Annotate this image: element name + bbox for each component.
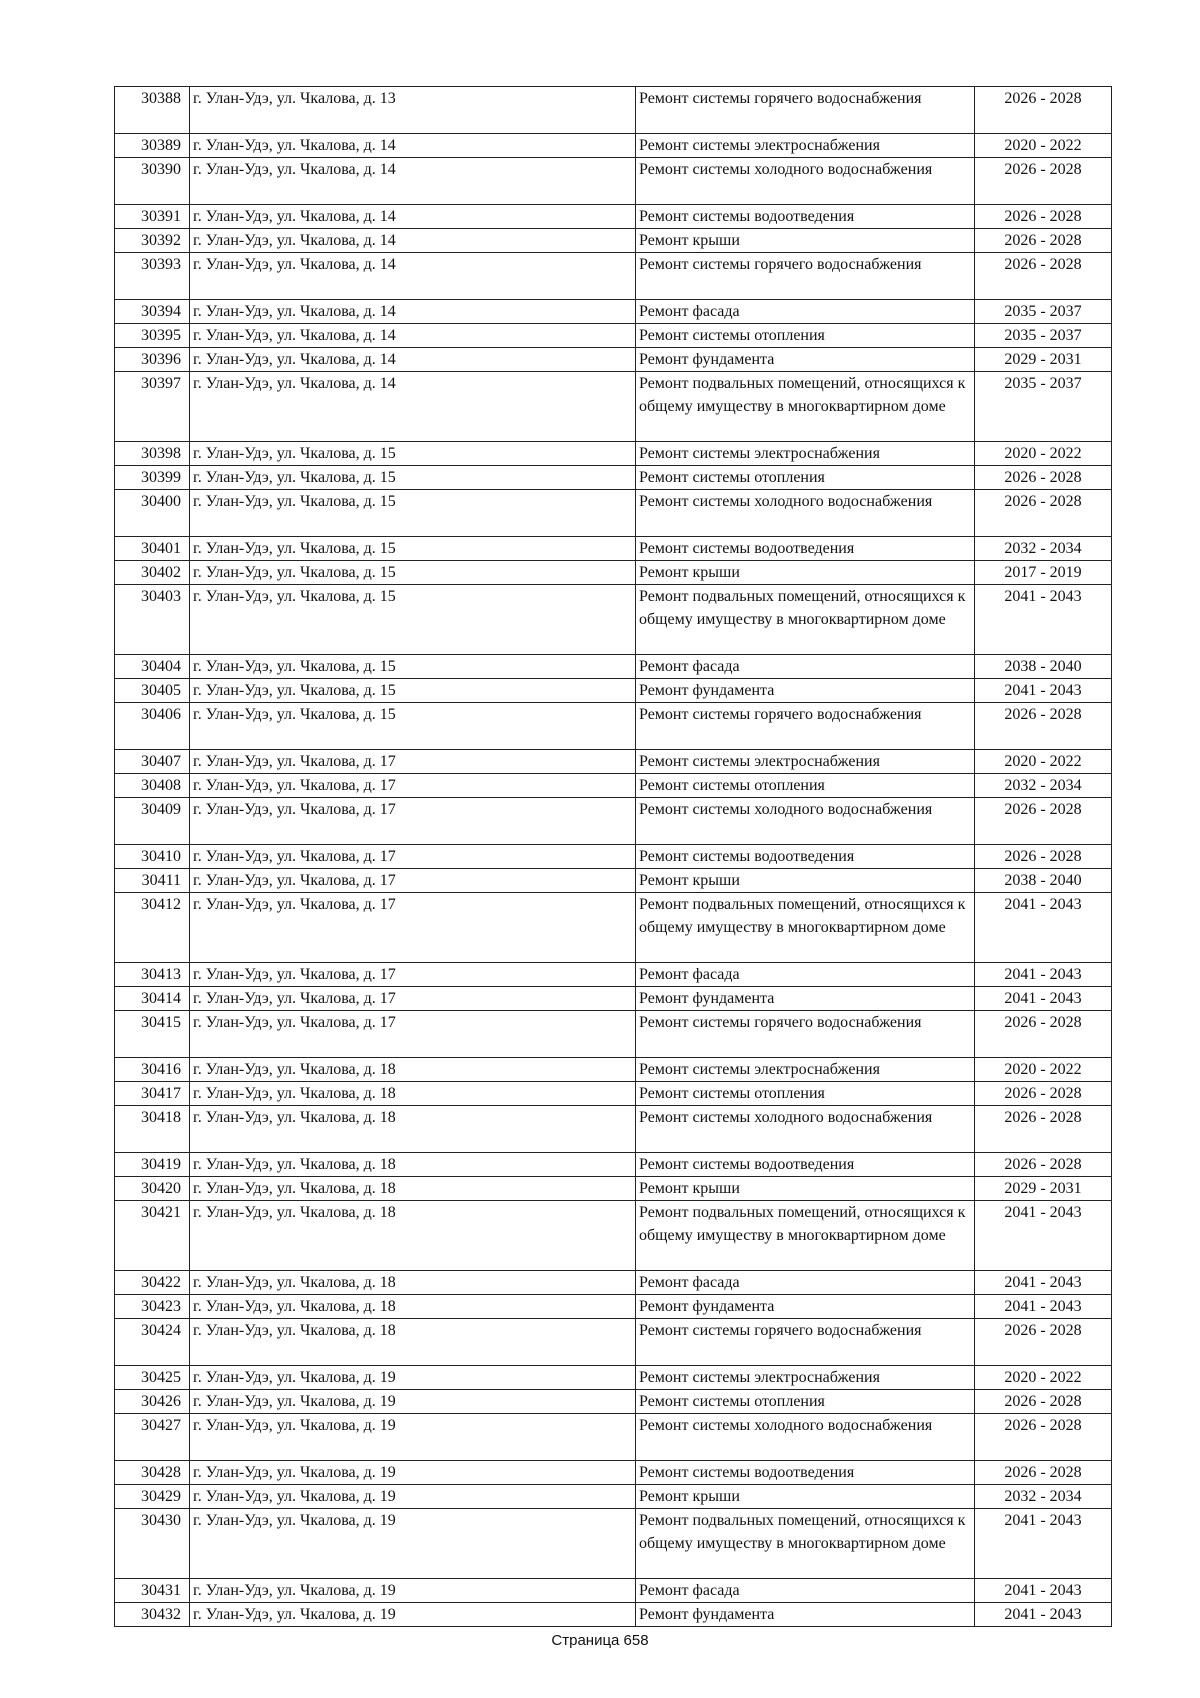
table-row bbox=[115, 1390, 1112, 1414]
row-id-cell: 30432 bbox=[115, 1603, 190, 1627]
period-cell: 2026 - 2028 bbox=[975, 1082, 1112, 1106]
address-cell: г. Улан-Удэ, ул. Чкалова, д. 18 bbox=[190, 1201, 636, 1271]
period-cell: 2026 - 2028 bbox=[975, 798, 1112, 845]
row-id-cell: 30425 bbox=[115, 1366, 190, 1390]
table-row bbox=[115, 1485, 1112, 1509]
row-id-cell: 30427 bbox=[115, 1414, 190, 1461]
period-cell: 2041 - 2043 bbox=[975, 1509, 1112, 1579]
work-type-cell: Ремонт системы горячего водоснабжения bbox=[636, 87, 975, 134]
address-cell: г. Улан-Удэ, ул. Чкалова, д. 18 bbox=[190, 1177, 636, 1201]
period-cell: 2041 - 2043 bbox=[975, 585, 1112, 655]
row-id-cell: 30391 bbox=[115, 205, 190, 229]
period-cell: 2026 - 2028 bbox=[975, 1319, 1112, 1366]
period-cell: 2032 - 2034 bbox=[975, 774, 1112, 798]
work-type-cell: Ремонт системы водоотведения bbox=[636, 1153, 975, 1177]
table-row bbox=[115, 845, 1112, 869]
period-cell: 2029 - 2031 bbox=[975, 348, 1112, 372]
period-cell: 2026 - 2028 bbox=[975, 490, 1112, 537]
work-type-cell: Ремонт фундамента bbox=[636, 1295, 975, 1319]
table-row bbox=[115, 466, 1112, 490]
work-type-cell: Ремонт системы холодного водоснабжения bbox=[636, 1106, 975, 1153]
address-cell: г. Улан-Удэ, ул. Чкалова, д. 15 bbox=[190, 466, 636, 490]
table-row bbox=[115, 774, 1112, 798]
row-id-cell: 30429 bbox=[115, 1485, 190, 1509]
period-cell: 2020 - 2022 bbox=[975, 750, 1112, 774]
table-row bbox=[115, 585, 1112, 655]
row-id-cell: 30414 bbox=[115, 987, 190, 1011]
period-cell: 2026 - 2028 bbox=[975, 1106, 1112, 1153]
page-number: Страница 658 bbox=[551, 1632, 649, 1649]
address-cell: г. Улан-Удэ, ул. Чкалова, д. 18 bbox=[190, 1082, 636, 1106]
table-row bbox=[115, 963, 1112, 987]
table-row bbox=[115, 1414, 1112, 1461]
table-row bbox=[115, 253, 1112, 300]
row-id-cell: 30420 bbox=[115, 1177, 190, 1201]
period-cell: 2026 - 2028 bbox=[975, 1011, 1112, 1058]
work-type-cell: Ремонт подвальных помещений, относящихся к общему имуществу в многоквартирном доме bbox=[636, 1509, 975, 1579]
work-type-cell: Ремонт подвальных помещений, относящихся к общему имуществу в многоквартирном доме bbox=[636, 372, 975, 442]
address-cell: г. Улан-Удэ, ул. Чкалова, д. 15 bbox=[190, 442, 636, 466]
table-row bbox=[115, 679, 1112, 703]
work-type-cell: Ремонт фасада bbox=[636, 1579, 975, 1603]
row-id-cell: 30431 bbox=[115, 1579, 190, 1603]
work-type-cell: Ремонт крыши bbox=[636, 561, 975, 585]
address-cell: г. Улан-Удэ, ул. Чкалова, д. 17 bbox=[190, 750, 636, 774]
address-cell: г. Улан-Удэ, ул. Чкалова, д. 19 bbox=[190, 1485, 636, 1509]
row-id-cell: 30415 bbox=[115, 1011, 190, 1058]
period-cell: 2026 - 2028 bbox=[975, 229, 1112, 253]
address-cell: г. Улан-Удэ, ул. Чкалова, д. 19 bbox=[190, 1579, 636, 1603]
period-cell: 2026 - 2028 bbox=[975, 845, 1112, 869]
period-cell: 2029 - 2031 bbox=[975, 1177, 1112, 1201]
table-row bbox=[115, 1177, 1112, 1201]
row-id-cell: 30408 bbox=[115, 774, 190, 798]
address-cell: г. Улан-Удэ, ул. Чкалова, д. 17 bbox=[190, 845, 636, 869]
period-cell: 2035 - 2037 bbox=[975, 300, 1112, 324]
table-row bbox=[115, 300, 1112, 324]
work-type-cell: Ремонт системы отопления bbox=[636, 466, 975, 490]
row-id-cell: 30424 bbox=[115, 1319, 190, 1366]
work-type-cell: Ремонт системы электроснабжения bbox=[636, 134, 975, 158]
period-cell: 2026 - 2028 bbox=[975, 703, 1112, 750]
row-id-cell: 30416 bbox=[115, 1058, 190, 1082]
row-id-cell: 30390 bbox=[115, 158, 190, 205]
row-id-cell: 30400 bbox=[115, 490, 190, 537]
row-id-cell: 30410 bbox=[115, 845, 190, 869]
table-row bbox=[115, 1082, 1112, 1106]
table-body bbox=[115, 87, 1112, 1627]
work-type-cell: Ремонт системы отопления bbox=[636, 324, 975, 348]
row-id-cell: 30389 bbox=[115, 134, 190, 158]
period-cell: 2041 - 2043 bbox=[975, 1603, 1112, 1627]
address-cell: г. Улан-Удэ, ул. Чкалова, д. 19 bbox=[190, 1414, 636, 1461]
address-cell: г. Улан-Удэ, ул. Чкалова, д. 17 bbox=[190, 774, 636, 798]
address-cell: г. Улан-Удэ, ул. Чкалова, д. 14 bbox=[190, 229, 636, 253]
period-cell: 2038 - 2040 bbox=[975, 869, 1112, 893]
address-cell: г. Улан-Удэ, ул. Чкалова, д. 17 bbox=[190, 869, 636, 893]
work-type-cell: Ремонт системы электроснабжения bbox=[636, 1058, 975, 1082]
period-cell: 2026 - 2028 bbox=[975, 466, 1112, 490]
work-type-cell: Ремонт фасада bbox=[636, 300, 975, 324]
address-cell: г. Улан-Удэ, ул. Чкалова, д. 14 bbox=[190, 205, 636, 229]
work-type-cell: Ремонт системы водоотведения bbox=[636, 537, 975, 561]
address-cell: г. Улан-Удэ, ул. Чкалова, д. 15 bbox=[190, 679, 636, 703]
work-type-cell: Ремонт системы электроснабжения bbox=[636, 442, 975, 466]
row-id-cell: 30418 bbox=[115, 1106, 190, 1153]
address-cell: г. Улан-Удэ, ул. Чкалова, д. 18 bbox=[190, 1271, 636, 1295]
address-cell: г. Улан-Удэ, ул. Чкалова, д. 15 bbox=[190, 655, 636, 679]
table-row bbox=[115, 229, 1112, 253]
row-id-cell: 30407 bbox=[115, 750, 190, 774]
work-type-cell: Ремонт системы электроснабжения bbox=[636, 1366, 975, 1390]
period-cell: 2026 - 2028 bbox=[975, 1461, 1112, 1485]
work-type-cell: Ремонт системы холодного водоснабжения bbox=[636, 1414, 975, 1461]
work-type-cell: Ремонт системы водоотведения bbox=[636, 205, 975, 229]
work-type-cell: Ремонт системы горячего водоснабжения bbox=[636, 703, 975, 750]
address-cell: г. Улан-Удэ, ул. Чкалова, д. 17 bbox=[190, 798, 636, 845]
row-id-cell: 30423 bbox=[115, 1295, 190, 1319]
table-row bbox=[115, 1271, 1112, 1295]
address-cell: г. Улан-Удэ, ул. Чкалова, д. 19 bbox=[190, 1603, 636, 1627]
period-cell: 2041 - 2043 bbox=[975, 1201, 1112, 1271]
row-id-cell: 30401 bbox=[115, 537, 190, 561]
period-cell: 2041 - 2043 bbox=[975, 1295, 1112, 1319]
table-row bbox=[115, 1058, 1112, 1082]
table-row bbox=[115, 134, 1112, 158]
row-id-cell: 30399 bbox=[115, 466, 190, 490]
table-row bbox=[115, 205, 1112, 229]
address-cell: г. Улан-Удэ, ул. Чкалова, д. 17 bbox=[190, 893, 636, 963]
work-type-cell: Ремонт фасада bbox=[636, 655, 975, 679]
address-cell: г. Улан-Удэ, ул. Чкалова, д. 14 bbox=[190, 372, 636, 442]
row-id-cell: 30395 bbox=[115, 324, 190, 348]
period-cell: 2041 - 2043 bbox=[975, 963, 1112, 987]
period-cell: 2026 - 2028 bbox=[975, 1390, 1112, 1414]
table-row bbox=[115, 1603, 1112, 1627]
work-type-cell: Ремонт системы электроснабжения bbox=[636, 750, 975, 774]
row-id-cell: 30397 bbox=[115, 372, 190, 442]
work-type-cell: Ремонт системы горячего водоснабжения bbox=[636, 253, 975, 300]
work-type-cell: Ремонт крыши bbox=[636, 1177, 975, 1201]
table-row bbox=[115, 158, 1112, 205]
period-cell: 2026 - 2028 bbox=[975, 1153, 1112, 1177]
row-id-cell: 30426 bbox=[115, 1390, 190, 1414]
address-cell: г. Улан-Удэ, ул. Чкалова, д. 17 bbox=[190, 1011, 636, 1058]
period-cell: 2026 - 2028 bbox=[975, 205, 1112, 229]
work-type-cell: Ремонт фундамента bbox=[636, 987, 975, 1011]
address-cell: г. Улан-Удэ, ул. Чкалова, д. 14 bbox=[190, 158, 636, 205]
table-row bbox=[115, 893, 1112, 963]
table-row bbox=[115, 1106, 1112, 1153]
address-cell: г. Улан-Удэ, ул. Чкалова, д. 19 bbox=[190, 1509, 636, 1579]
period-cell: 2026 - 2028 bbox=[975, 158, 1112, 205]
table-row bbox=[115, 750, 1112, 774]
table-row bbox=[115, 490, 1112, 537]
table-row bbox=[115, 869, 1112, 893]
work-type-cell: Ремонт фундамента bbox=[636, 1603, 975, 1627]
address-cell: г. Улан-Удэ, ул. Чкалова, д. 19 bbox=[190, 1390, 636, 1414]
work-type-cell: Ремонт крыши bbox=[636, 229, 975, 253]
address-cell: г. Улан-Удэ, ул. Чкалова, д. 14 bbox=[190, 134, 636, 158]
address-cell: г. Улан-Удэ, ул. Чкалова, д. 14 bbox=[190, 324, 636, 348]
row-id-cell: 30413 bbox=[115, 963, 190, 987]
address-cell: г. Улан-Удэ, ул. Чкалова, д. 14 bbox=[190, 253, 636, 300]
row-id-cell: 30404 bbox=[115, 655, 190, 679]
work-type-cell: Ремонт крыши bbox=[636, 869, 975, 893]
work-type-cell: Ремонт крыши bbox=[636, 1485, 975, 1509]
work-type-cell: Ремонт системы горячего водоснабжения bbox=[636, 1011, 975, 1058]
address-cell: г. Улан-Удэ, ул. Чкалова, д. 14 bbox=[190, 300, 636, 324]
period-cell: 2032 - 2034 bbox=[975, 537, 1112, 561]
address-cell: г. Улан-Удэ, ул. Чкалова, д. 13 bbox=[190, 87, 636, 134]
work-type-cell: Ремонт фасада bbox=[636, 1271, 975, 1295]
address-cell: г. Улан-Удэ, ул. Чкалова, д. 14 bbox=[190, 348, 636, 372]
table-row bbox=[115, 1366, 1112, 1390]
table-row bbox=[115, 1011, 1112, 1058]
row-id-cell: 30403 bbox=[115, 585, 190, 655]
row-id-cell: 30422 bbox=[115, 1271, 190, 1295]
work-type-cell: Ремонт системы горячего водоснабжения bbox=[636, 1319, 975, 1366]
period-cell: 2020 - 2022 bbox=[975, 442, 1112, 466]
table-row bbox=[115, 987, 1112, 1011]
work-type-cell: Ремонт подвальных помещений, относящихся к общему имуществу в многоквартирном доме bbox=[636, 585, 975, 655]
row-id-cell: 30419 bbox=[115, 1153, 190, 1177]
work-type-cell: Ремонт системы водоотведения bbox=[636, 1461, 975, 1485]
table-row bbox=[115, 324, 1112, 348]
work-type-cell: Ремонт системы водоотведения bbox=[636, 845, 975, 869]
address-cell: г. Улан-Удэ, ул. Чкалова, д. 17 bbox=[190, 987, 636, 1011]
row-id-cell: 30411 bbox=[115, 869, 190, 893]
period-cell: 2035 - 2037 bbox=[975, 324, 1112, 348]
address-cell: г. Улан-Удэ, ул. Чкалова, д. 15 bbox=[190, 490, 636, 537]
table-row bbox=[115, 1295, 1112, 1319]
table-row bbox=[115, 1201, 1112, 1271]
work-type-cell: Ремонт системы холодного водоснабжения bbox=[636, 798, 975, 845]
row-id-cell: 30405 bbox=[115, 679, 190, 703]
address-cell: г. Улан-Удэ, ул. Чкалова, д. 18 bbox=[190, 1319, 636, 1366]
address-cell: г. Улан-Удэ, ул. Чкалова, д. 15 bbox=[190, 537, 636, 561]
table-row bbox=[115, 1153, 1112, 1177]
address-cell: г. Улан-Удэ, ул. Чкалова, д. 15 bbox=[190, 561, 636, 585]
table-row bbox=[115, 703, 1112, 750]
table-row bbox=[115, 1461, 1112, 1485]
period-cell: 2020 - 2022 bbox=[975, 1058, 1112, 1082]
address-cell: г. Улан-Удэ, ул. Чкалова, д. 18 bbox=[190, 1106, 636, 1153]
period-cell: 2020 - 2022 bbox=[975, 1366, 1112, 1390]
period-cell: 2035 - 2037 bbox=[975, 372, 1112, 442]
address-cell: г. Улан-Удэ, ул. Чкалова, д. 15 bbox=[190, 703, 636, 750]
row-id-cell: 30421 bbox=[115, 1201, 190, 1271]
period-cell: 2041 - 2043 bbox=[975, 987, 1112, 1011]
row-id-cell: 30402 bbox=[115, 561, 190, 585]
table-row bbox=[115, 87, 1112, 134]
table-row bbox=[115, 1579, 1112, 1603]
row-id-cell: 30428 bbox=[115, 1461, 190, 1485]
period-cell: 2041 - 2043 bbox=[975, 679, 1112, 703]
table-row bbox=[115, 348, 1112, 372]
table-row bbox=[115, 561, 1112, 585]
table-row bbox=[115, 442, 1112, 466]
row-id-cell: 30396 bbox=[115, 348, 190, 372]
period-cell: 2038 - 2040 bbox=[975, 655, 1112, 679]
address-cell: г. Улан-Удэ, ул. Чкалова, д. 18 bbox=[190, 1058, 636, 1082]
work-type-cell: Ремонт системы отопления bbox=[636, 1082, 975, 1106]
work-type-cell: Ремонт фундамента bbox=[636, 348, 975, 372]
row-id-cell: 30394 bbox=[115, 300, 190, 324]
row-id-cell: 30393 bbox=[115, 253, 190, 300]
period-cell: 2032 - 2034 bbox=[975, 1485, 1112, 1509]
period-cell: 2020 - 2022 bbox=[975, 134, 1112, 158]
period-cell: 2041 - 2043 bbox=[975, 1271, 1112, 1295]
row-id-cell: 30398 bbox=[115, 442, 190, 466]
work-type-cell: Ремонт фундамента bbox=[636, 679, 975, 703]
period-cell: 2026 - 2028 bbox=[975, 253, 1112, 300]
period-cell: 2026 - 2028 bbox=[975, 1414, 1112, 1461]
row-id-cell: 30412 bbox=[115, 893, 190, 963]
row-id-cell: 30430 bbox=[115, 1509, 190, 1579]
row-id-cell: 30406 bbox=[115, 703, 190, 750]
address-cell: г. Улан-Удэ, ул. Чкалова, д. 19 bbox=[190, 1461, 636, 1485]
period-cell: 2041 - 2043 bbox=[975, 893, 1112, 963]
table-row bbox=[115, 655, 1112, 679]
work-type-cell: Ремонт подвальных помещений, относящихся к общему имуществу в многоквартирном доме bbox=[636, 1201, 975, 1271]
address-cell: г. Улан-Удэ, ул. Чкалова, д. 15 bbox=[190, 585, 636, 655]
table-row bbox=[115, 1319, 1112, 1366]
period-cell: 2017 - 2019 bbox=[975, 561, 1112, 585]
row-id-cell: 30417 bbox=[115, 1082, 190, 1106]
address-cell: г. Улан-Удэ, ул. Чкалова, д. 17 bbox=[190, 963, 636, 987]
address-cell: г. Улан-Удэ, ул. Чкалова, д. 18 bbox=[190, 1295, 636, 1319]
table-row bbox=[115, 372, 1112, 442]
work-type-cell: Ремонт фасада bbox=[636, 963, 975, 987]
period-cell: 2041 - 2043 bbox=[975, 1579, 1112, 1603]
address-cell: г. Улан-Удэ, ул. Чкалова, д. 18 bbox=[190, 1153, 636, 1177]
work-type-cell: Ремонт системы отопления bbox=[636, 774, 975, 798]
work-type-cell: Ремонт системы холодного водоснабжения bbox=[636, 158, 975, 205]
row-id-cell: 30388 bbox=[115, 87, 190, 134]
repair-schedule-table bbox=[114, 86, 1112, 1627]
work-type-cell: Ремонт системы холодного водоснабжения bbox=[636, 490, 975, 537]
table-row bbox=[115, 537, 1112, 561]
work-type-cell: Ремонт системы отопления bbox=[636, 1390, 975, 1414]
table-row bbox=[115, 1509, 1112, 1579]
address-cell: г. Улан-Удэ, ул. Чкалова, д. 19 bbox=[190, 1366, 636, 1390]
row-id-cell: 30409 bbox=[115, 798, 190, 845]
row-id-cell: 30392 bbox=[115, 229, 190, 253]
period-cell: 2026 - 2028 bbox=[975, 87, 1112, 134]
table-row bbox=[115, 798, 1112, 845]
work-type-cell: Ремонт подвальных помещений, относящихся к общему имуществу в многоквартирном доме bbox=[636, 893, 975, 963]
